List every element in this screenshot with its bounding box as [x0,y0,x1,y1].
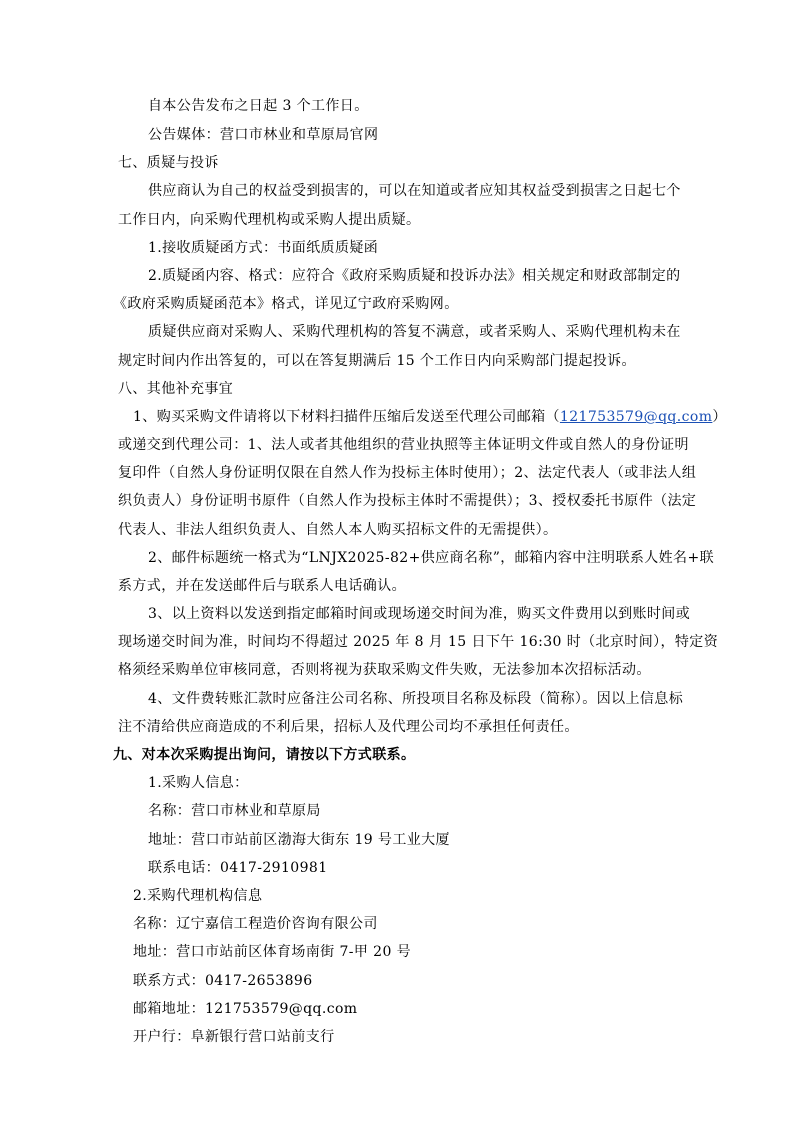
paragraph-line: 2.质疑函内容、格式：应符合《政府采购质疑和投诉办法》相关规定和财政部制定的 [148,268,681,284]
paragraph-line: 注不清给供应商造成的不利后果，招标人及代理公司均不承担任何责任。 [118,719,579,735]
paragraph-line: 质疑供应商对采购人、采购代理机构的答复不满意，或者采购人、采购代理机构未在 [148,324,681,340]
section-7-heading: 七、质疑与投诉 [118,155,219,171]
agency-name: 名称：辽宁嘉信工程造价咨询有限公司 [133,916,378,932]
purchaser-phone: 联系电话：0417-2910981 [148,860,328,876]
section-9-heading: 九、对本次采购提出询问，请按以下方式联系。 [113,747,416,763]
paragraph-line: 规定时间内作出答复的，可以在答复期满后 15 个工作日内向采购部门提起投诉。 [118,353,636,369]
media-text: 公告媒体：营口市林业和草原局官网 [148,127,379,143]
paragraph-line: 系方式，并在发送邮件后与联系人电话确认。 [118,578,406,594]
paragraph-line [133,407,727,427]
paragraph-line: 代表人、非法人组织负责人、自然人本人购买招标文件的无需提供）。 [118,522,558,538]
agency-address: 地址：营口市站前区体育场南街 7-甲 20 号 [133,944,412,960]
section-8-heading: 八、其他补充事宜 [118,381,234,397]
agency-info-heading: 2.采购代理机构信息 [133,888,263,904]
paragraph-line: 现场递交时间为准，时间均不得超过 2025 年 8 月 15 日下午 16:30 时（北京时间），特定资 [118,634,719,650]
purchaser-name: 名称：营口市林业和草原局 [148,803,321,819]
paragraph-line: 1.接收质疑函方式：书面纸质质疑函 [148,240,379,256]
agency-email: 邮箱地址：121753579@qq.com [133,1001,358,1017]
paragraph-line: 3、以上资料以发送到指定邮箱时间或现场递交时间为准，购买文件费用以到账时间或 [148,606,691,622]
paragraph-line: 织负责人）身份证明书原件（自然人作为投标主体时不需提供）；3、授权委托书原件（法定 [118,493,697,509]
paragraph-line: 或递交到代理公司：1、法人或者其他组织的营业执照等主体证明文件或自然人的身份证明 [118,437,689,453]
paragraph-line: 4、文件费转账汇款时应备注公司名称、所投项目名称及标段（简称）。因以上信息标 [148,691,684,707]
paragraph-line: 《政府采购质疑函范本》格式，详见辽宁政府采购网。 [113,296,459,312]
paragraph-text: 1、购买采购文件请将以下材料扫描件压缩后发送至代理公司邮箱（ [133,409,560,425]
purchaser-address: 地址：营口市站前区渤海大街东 19 号工业大厦 [148,832,450,848]
paragraph-line: 工作日内，向采购代理机构或采购人提出质疑。 [118,212,421,228]
purchaser-info-heading: 1.采购人信息： [148,775,249,791]
agency-phone: 联系方式：0417-2653896 [133,973,313,989]
agency-bank: 开户行：阜新银行营口站前支行 [133,1029,335,1045]
paragraph-line: 复印件（自然人身份证明仅限在自然人作为投标主体时使用）；2、法定代表人（或非法人组 [118,465,697,481]
paragraph-line: 供应商认为自己的权益受到损害的，可以在知道或者应知其权益受到损害之日起七个 [148,183,681,199]
paragraph-line: 格须经采购单位审核同意，否则将视为获取采购文件失败，无法参加本次招标活动。 [118,662,651,678]
paragraph-text: ） [712,409,727,425]
period-text: 自本公告发布之日起 3 个工作日。 [148,98,369,114]
email-link[interactable]: 121753579@qq.com [559,409,713,425]
paragraph-line: 2、邮件标题统一格式为“LNJX2025-82+供应商名称”，邮箱内容中注明联系人姓名+联 [148,550,714,566]
